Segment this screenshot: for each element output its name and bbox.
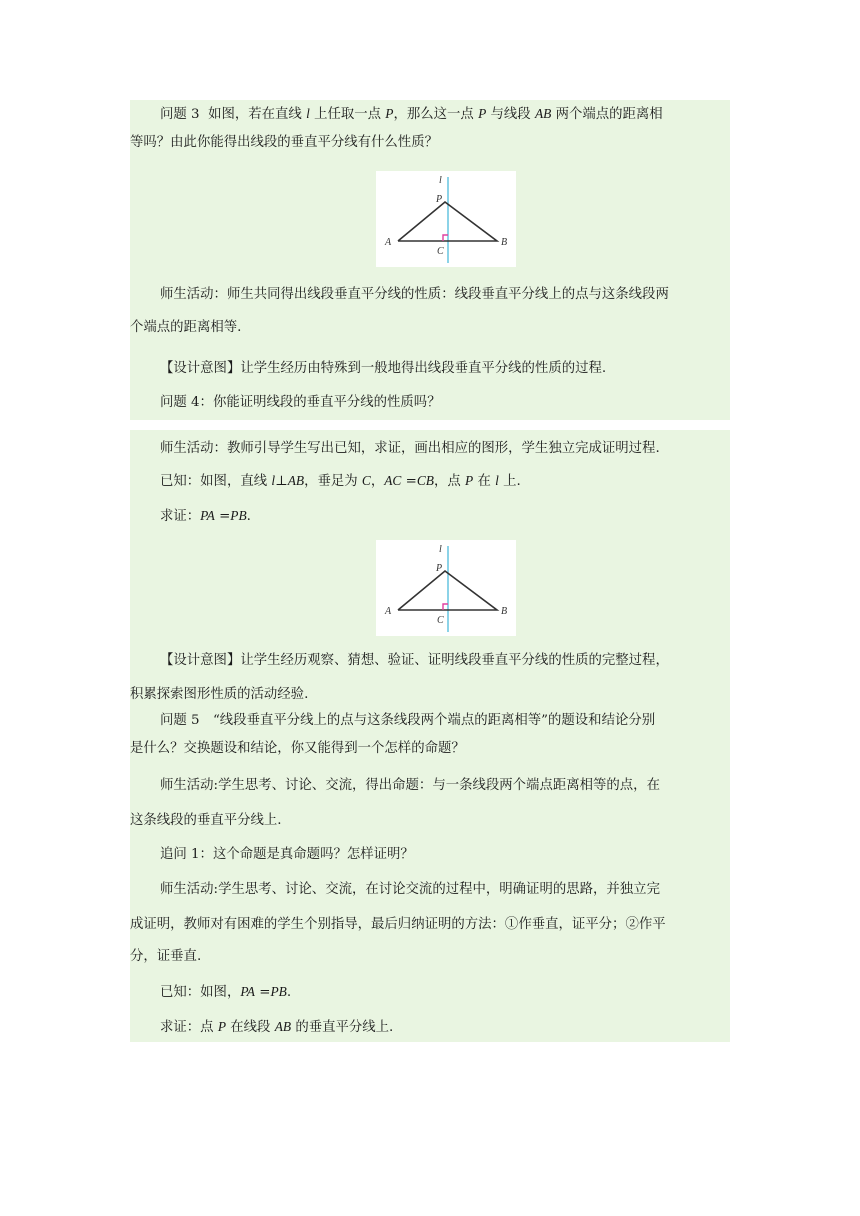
activity-4: 师生活动:学生思考、讨论、交流，在讨论交流的过程中，明确证明的思路，并独立完 bbox=[160, 882, 660, 897]
followup-1: 追问 1：这个命题是真命题吗？怎样证明？ bbox=[160, 847, 414, 862]
fig1-label-A: A bbox=[385, 237, 392, 248]
activity-4-line-2: 成证明，教师对有困难的学生个别指导，最后归纳证明的方法：①作垂直，证平分；②作平 bbox=[130, 917, 666, 932]
activity-2: 师生活动：教师引导学生写出已知，求证，画出相应的图形，学生独立完成证明过程. bbox=[160, 441, 660, 456]
fig1-label-C: C bbox=[437, 246, 444, 257]
prove-1: 求证：PA =PB. bbox=[160, 508, 251, 524]
question-3: 问题 3 如图，若在直线 l 上任取一点 P，那么这一点 P 与线段 AB 两个端点的距离相 bbox=[160, 106, 663, 122]
question-5-line-2: 是什么？交换题设和结论，你又能得到一个怎样的命题？ bbox=[130, 741, 465, 756]
figure-perpendicular-bisector-1 bbox=[376, 171, 516, 267]
fig2-label-l: l bbox=[439, 544, 442, 555]
question-5: 问题 5 “线段垂直平分线上的点与这条线段两个端点的距离相等”的题设和结论分别 bbox=[160, 713, 656, 728]
design-intent-2: 【设计意图】让学生经历观察、猜想、验证、证明线段垂直平分线的性质的完整过程， bbox=[160, 653, 669, 668]
design-intent-1: 【设计意图】让学生经历由特殊到一般地得出线段垂直平分线的性质的过程. bbox=[160, 361, 607, 376]
content-block-2 bbox=[130, 430, 730, 1042]
content-block-1 bbox=[130, 100, 730, 420]
activity-1: 师生活动：师生共同得出线段垂直平分线的性质：线段垂直平分线上的点与这条线段两 bbox=[160, 287, 669, 302]
prove-2: 求证：点 P 在线段 AB 的垂直平分线上. bbox=[160, 1019, 394, 1035]
fig2-label-B: B bbox=[501, 606, 508, 617]
fig2-label-A: A bbox=[385, 606, 392, 617]
fig1-label-l: l bbox=[439, 175, 442, 186]
question-3-line-2: 等吗？由此你能得出线段的垂直平分线有什么性质？ bbox=[130, 135, 438, 150]
known-2: 已知：如图，PA =PB. bbox=[160, 984, 292, 1000]
known-1: 已知：如图，直线 l⊥AB，垂足为 C，AC =CB，点 P 在 l 上. bbox=[160, 473, 521, 489]
fig2-label-C: C bbox=[437, 615, 444, 626]
activity-4-line-3: 分，证垂直. bbox=[130, 949, 202, 964]
figure-perpendicular-bisector-2 bbox=[376, 540, 516, 636]
activity-3: 师生活动:学生思考、讨论、交流，得出命题：与一条线段两个端点距离相等的点，在 bbox=[160, 778, 660, 793]
fig1-label-B: B bbox=[501, 237, 508, 248]
design-intent-2-line-2: 积累探索图形性质的活动经验. bbox=[130, 687, 309, 702]
activity-3-line-2: 这条线段的垂直平分线上. bbox=[130, 813, 282, 828]
activity-1-line-2: 个端点的距离相等. bbox=[130, 320, 242, 335]
fig2-label-P: P bbox=[436, 563, 443, 574]
fig1-label-P: P bbox=[436, 194, 443, 205]
question-4: 问题 4：你能证明线段的垂直平分线的性质吗？ bbox=[160, 395, 441, 410]
